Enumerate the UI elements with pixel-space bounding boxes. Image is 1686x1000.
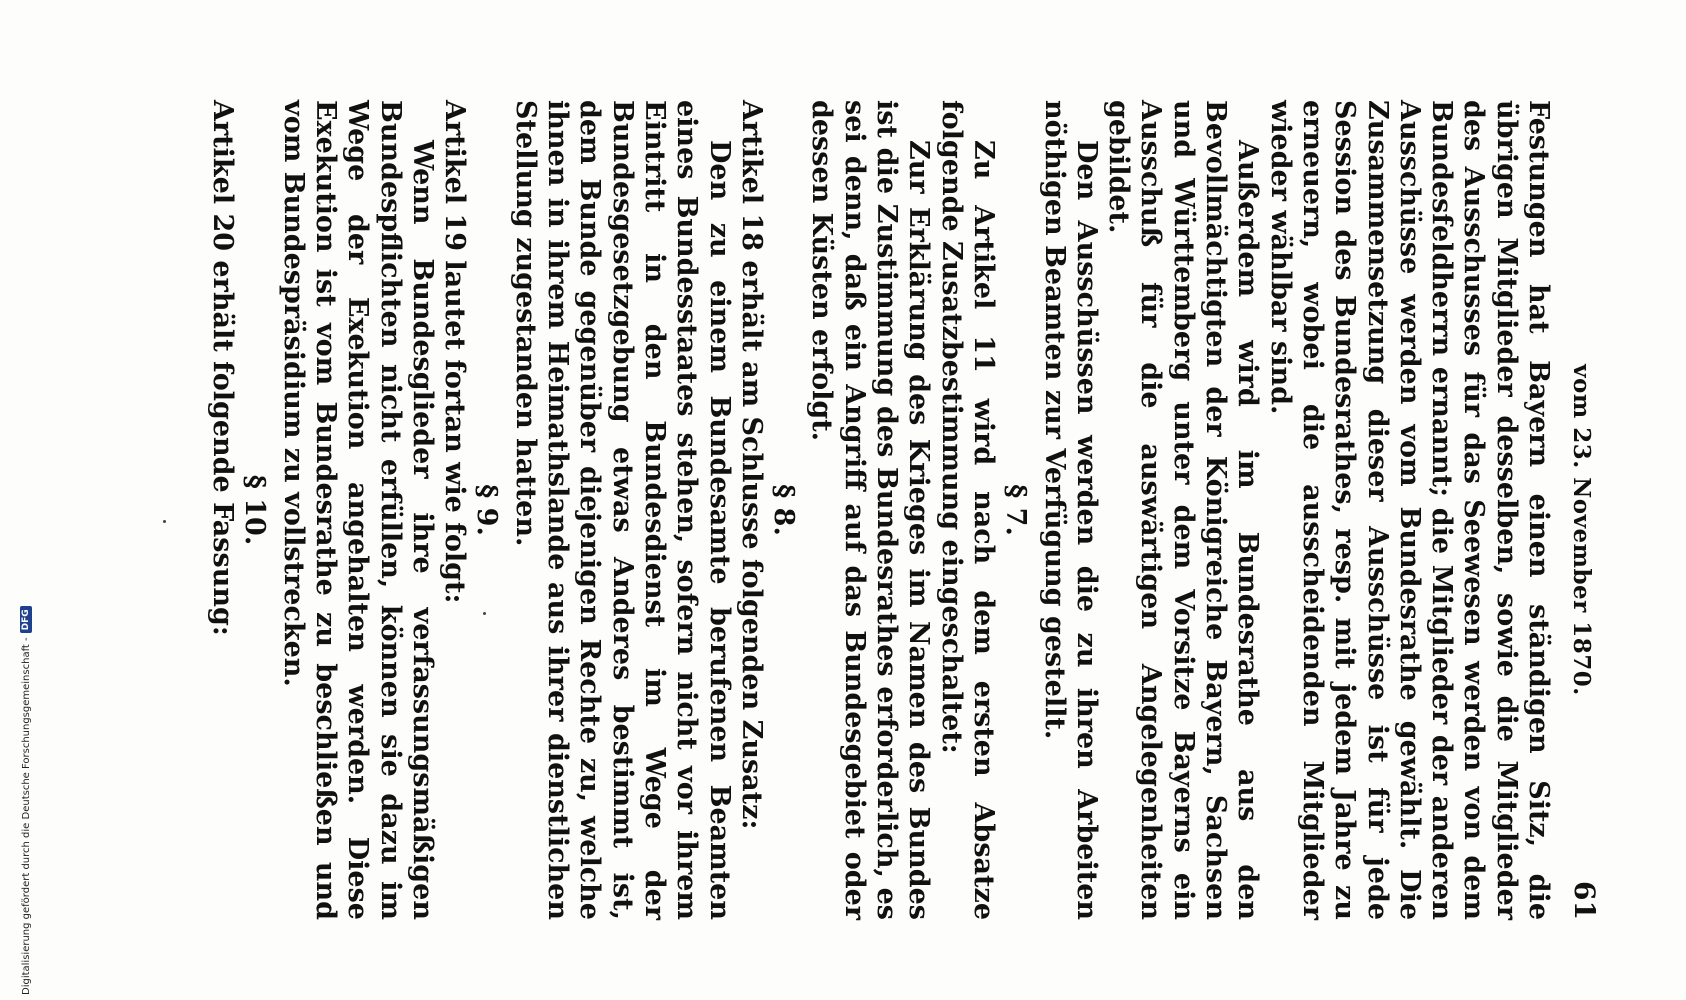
section-8-text: Den zu einem Bundesamte berufenen Beamten eines Bundesstaates stehen, sofern nicht vor ihrem Eintritt in den Bundesdienst im Wege der Bundesgesetzgebung etwas Anderes bestimmt ist, dem Bunde gegenüber diejenigen Rechte zu, welche ihnen in ihrem Heimathslande aus ihrer dienstlichen Stellung zugestanden hatten.	[509, 100, 735, 920]
section-heading-9: § 9.	[471, 484, 503, 536]
section-heading-8: § 8.	[768, 484, 800, 536]
section-9-text: Wenn Bundesglieder ihre verfassungsmäßigen Bundespflichten nicht erfüllen, können sie dazu im Wege der Exekution angehalten werden. Diese Exekution ist vom Bundesrathe zu beschließen und vom Bundespräsidium zu vollstrecken.	[277, 100, 438, 920]
paragraph: Festungen hat Bayern einen ständigen Sitz, die übrigen Mitglieder desselben, sowie die Mitglieder des Ausschusses für das Seewesen werden von dem Bundesfeldherrn ernannt; die Mitglieder der anderen Ausschüsse werden vom Bundesrathe gewählt. Die Zusammensetzung dieser Ausschüsse ist für jede Session des Bundesrathes, resp. mit jedem Jahre zu erneuern, wobei die ausscheidenden Mitglieder wieder wählbar sind.	[1264, 100, 1554, 920]
section-7-text: Zur Erklärung des Krieges im Namen des Bundes ist die Zustimmung des Bundesrathes erforderlich, es sei denn, daß ein Angriff auf das Bundesgebiet oder dessen Küsten erfolgt.	[806, 100, 935, 920]
section-heading-10: § 10.	[239, 474, 271, 546]
section-8-intro: Artikel 18 erhält am Schlusse folgenden Zusatz:	[735, 100, 767, 830]
stamp-text: Digitalisierung gefördert durch die Deutsche Forschungsgemeinschaft -	[20, 637, 32, 995]
paragraph: Außerdem wird im Bundesrathe aus den Bevollmächtigten der Königreiche Bayern, Sachsen und Württemberg unter dem Vorsitze Bayerns ein Ausschuß für die auswärtigen Angelegenheiten gebildet.	[1103, 100, 1264, 920]
paragraph: Den Ausschüssen werden die zu ihren Arbeiten nöthigen Beamten zur Verfügung gestellt.	[1038, 100, 1102, 920]
digitization-stamp	[20, 606, 32, 995]
page-number: 61	[1568, 881, 1601, 920]
section-10-intro: Artikel 20 erhält folgende Fassung:	[207, 100, 239, 636]
section-heading-7: § 7.	[1000, 484, 1032, 536]
section-7-intro: Zu Artikel 11 wird nach dem ersten Absatze folgende Zusatzbestimmung eingeschaltet:	[935, 100, 999, 920]
section-9-intro: Artikel 19 lautet fortan wie folgt:	[439, 100, 471, 604]
dfg-logo-icon: DFG	[20, 606, 32, 633]
running-title: vom 23. November 1870.	[1568, 364, 1595, 696]
